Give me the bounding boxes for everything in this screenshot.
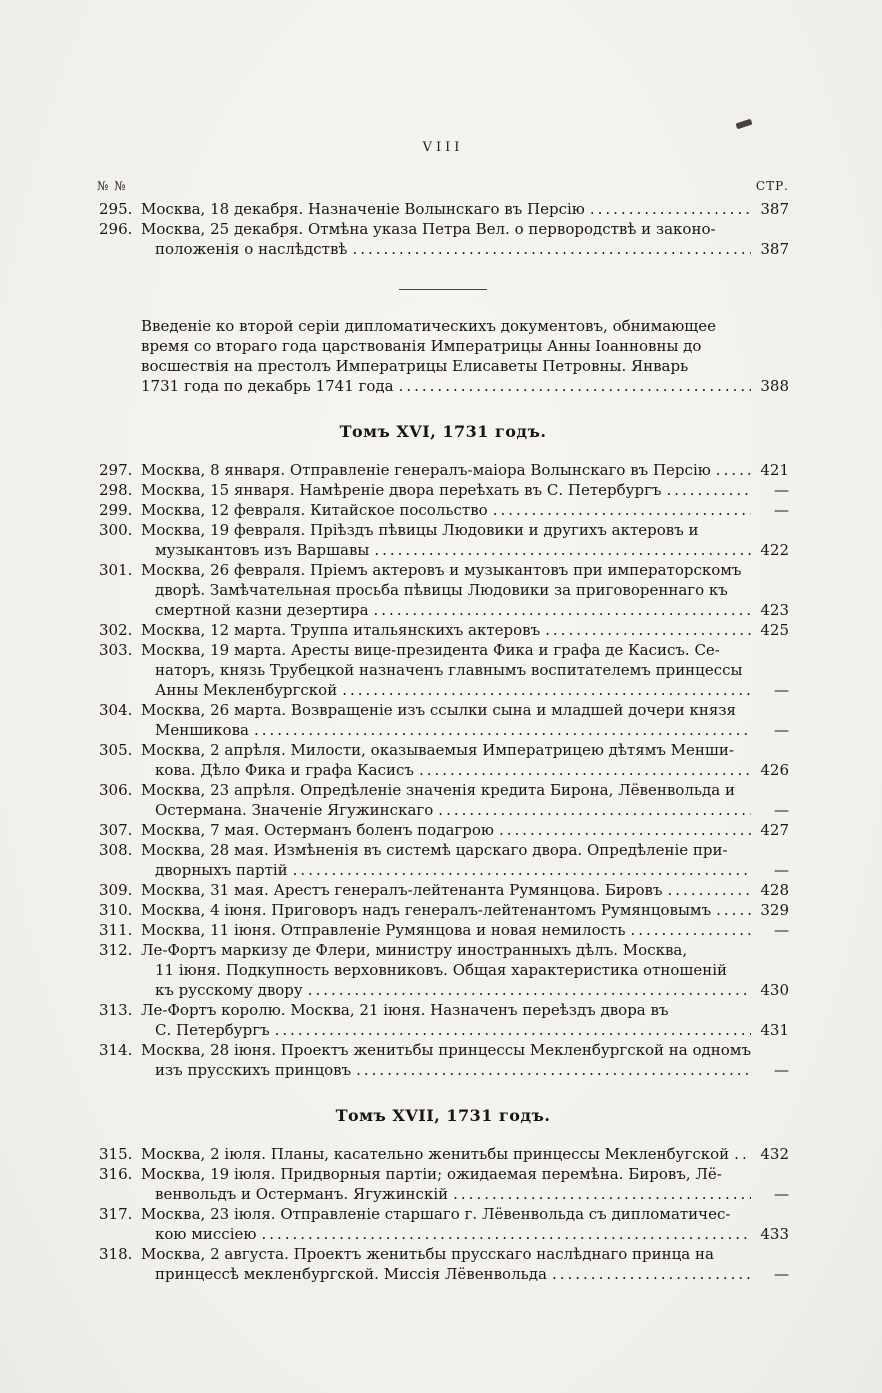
entry-line-row xyxy=(141,199,789,219)
entry-line-row xyxy=(141,480,789,500)
entry-line-text: Москва, 15 января. Намѣреніе двора переѣхать въ С. Петербургъ xyxy=(141,481,662,499)
entry-line-text: Москва, 7 мая. Остерманъ боленъ подагрою xyxy=(141,821,494,839)
entry-number: 304. xyxy=(99,701,133,719)
entry-page-number: 387 xyxy=(760,240,789,258)
dot-leader xyxy=(419,760,751,780)
toc-entry xyxy=(97,940,789,1000)
entry-line-text: смертной казни дезертира xyxy=(155,601,369,619)
entry-line-row xyxy=(141,820,789,840)
toc-entry xyxy=(97,520,789,560)
entry-line-text: Москва, 12 февраля. Китайское посольство xyxy=(141,501,488,519)
toc-entry xyxy=(97,700,789,740)
toc-entry xyxy=(97,1000,789,1040)
entry-line-row xyxy=(141,1000,789,1020)
dot-leader xyxy=(352,239,751,259)
entry-number: 313. xyxy=(99,1001,133,1019)
entry-line-row xyxy=(141,640,789,660)
entry-line-text: венвольдъ и Остерманъ. Ягужинскій xyxy=(155,1185,449,1203)
entry-line-text: Москва, 28 мая. Измѣненія въ системѣ царскаго двора. Опредѣленіе при- xyxy=(141,841,728,859)
entry-number: 314. xyxy=(99,1041,133,1059)
section-heading: Томъ XVI, 1731 годъ. xyxy=(339,422,547,441)
toc-entry xyxy=(97,500,789,520)
entry-line-text: дворѣ. Замѣчательная просьба пѣвицы Людовики за приговореннаго къ xyxy=(155,581,728,599)
dot-leader xyxy=(590,199,751,219)
entry-page-number: — xyxy=(774,861,789,879)
entry-page-number: — xyxy=(774,801,789,819)
entry-line-row xyxy=(141,1264,789,1284)
entry-line-text: Ле-Фортъ маркизу де Флери, министру иностранныхъ дѣлъ. Москва, xyxy=(141,941,688,959)
entry-line-text: Москва, 26 марта. Возвращеніе изъ ссылки сына и младшей дочери князя xyxy=(141,701,737,719)
entry-line-row xyxy=(141,316,789,336)
entry-line-text: Остермана. Значеніе Ягужинскаго xyxy=(155,801,434,819)
entry-number: 317. xyxy=(99,1205,133,1223)
entry-line-row xyxy=(141,1244,789,1264)
toc-entry xyxy=(97,199,789,219)
dot-leader xyxy=(668,880,751,900)
toc-entry xyxy=(97,640,789,700)
entry-line-row xyxy=(141,1040,789,1060)
entry-line-row xyxy=(141,356,789,376)
entry-number: 308. xyxy=(99,841,133,859)
entry-page-number: 426 xyxy=(760,761,789,779)
entry-line-text: изъ прусскихъ принцовъ xyxy=(155,1061,352,1079)
entry-line-text: Москва, 28 іюня. Проектъ женитьбы принцессы Мекленбургской на одномъ xyxy=(141,1041,751,1059)
toc-entry xyxy=(97,820,789,840)
dot-leader xyxy=(261,1224,751,1244)
toc-entry xyxy=(97,1244,789,1284)
entry-line-row xyxy=(141,840,789,860)
dot-leader xyxy=(734,1144,751,1164)
entry-line-text: Введеніе ко второй серіи дипломатическихъ документовъ, обнимающее xyxy=(141,317,717,335)
entry-line-text: дворныхъ партій xyxy=(155,861,288,879)
entry-page-number: 432 xyxy=(760,1145,789,1163)
page-content xyxy=(97,140,789,1284)
entry-page-number: — xyxy=(774,721,789,739)
entry-line-text: Москва, 31 мая. Арестъ генералъ-лейтенанта Румянцова. Бировъ xyxy=(141,881,663,899)
entry-number: 309. xyxy=(99,881,133,899)
entry-line-text: Москва, 12 марта. Труппа итальянскихъ актеровъ xyxy=(141,621,541,639)
toc-entry xyxy=(97,560,789,620)
entry-line-row xyxy=(141,219,789,239)
entry-line-row xyxy=(141,336,789,356)
entry-line-text: музыкантовъ изъ Варшавы xyxy=(155,541,370,559)
entry-page-number: 388 xyxy=(760,377,789,395)
entry-page-number: — xyxy=(774,1185,789,1203)
entry-line-text: С. Петербургъ xyxy=(155,1021,270,1039)
dot-leader xyxy=(293,860,751,880)
toc-entry xyxy=(97,880,789,900)
toc-entry xyxy=(97,219,789,259)
dot-leader xyxy=(308,980,751,1000)
entry-number: 318. xyxy=(99,1245,133,1263)
entry-line-text: Москва, 2 августа. Проектъ женитьбы прусскаго наслѣднаго принца на xyxy=(141,1245,714,1263)
entry-page-number: 427 xyxy=(760,821,789,839)
entry-line-text: восшествія на престолъ Императрицы Елисаветы Петровны. Январь xyxy=(141,357,689,375)
entry-line-text: кова. Дѣло Фика и графа Касисъ xyxy=(155,761,414,779)
dot-leader xyxy=(630,920,751,940)
toc-entry xyxy=(97,740,789,780)
entry-line-row xyxy=(141,560,789,580)
entry-number: 316. xyxy=(99,1165,133,1183)
entry-line-row xyxy=(141,1204,789,1224)
entry-line-row xyxy=(141,980,789,1000)
toc-entry xyxy=(97,900,789,920)
entry-page-number: 422 xyxy=(760,541,789,559)
section-divider xyxy=(399,289,487,290)
folio-number: VIII xyxy=(422,140,464,155)
toc-entry xyxy=(97,840,789,880)
entry-line-row xyxy=(141,500,789,520)
entry-number: 302. xyxy=(99,621,133,639)
dot-leader xyxy=(356,1060,751,1080)
entry-line-text: Москва, 19 марта. Аресты вице-президента Фика и графа де Касисъ. Се- xyxy=(141,641,720,659)
entry-line-row xyxy=(141,740,789,760)
toc-entry xyxy=(97,1144,789,1164)
entry-page-number: 425 xyxy=(760,621,789,639)
toc-entry xyxy=(97,920,789,940)
entry-line-row xyxy=(141,860,789,880)
entry-line-text: Москва, 19 іюля. Придворныя партіи; ожидаемая перемѣна. Бировъ, Лё- xyxy=(141,1165,722,1183)
numbers-column-header: № № xyxy=(97,179,127,193)
dot-leader xyxy=(254,720,751,740)
column-headers xyxy=(97,179,789,193)
dot-leader xyxy=(545,620,751,640)
entry-line-text: кою миссіею xyxy=(155,1225,257,1243)
entry-line-text: Москва, 25 декабря. Отмѣна указа Петра Вел. о первородствѣ и законо- xyxy=(141,220,716,238)
entry-line-text: Москва, 23 іюля. Отправленіе старшаго г. Лёвенвольда съ дипломатичес- xyxy=(141,1205,731,1223)
entry-number: 303. xyxy=(99,641,133,659)
intro-paragraph xyxy=(97,316,789,396)
entry-line-text: время со втораго года царствованія Императрицы Анны Іоанновны до xyxy=(141,337,702,355)
entry-line-text: Москва, 11 іюня. Отправленіе Румянцова и новая немилость xyxy=(141,921,626,939)
entry-line-text: Москва, 26 февраля. Пріемъ актеровъ и музыкантовъ при императорскомъ xyxy=(141,561,742,579)
entry-line-text: Москва, 19 февраля. Пріѣздъ пѣвицы Людовики и другихъ актеровъ и xyxy=(141,521,699,539)
entry-line-text: положенія о наслѣдствѣ xyxy=(155,240,348,258)
toc-entry xyxy=(97,1204,789,1244)
dot-leader xyxy=(499,820,751,840)
entry-line-row xyxy=(141,880,789,900)
entry-line-row xyxy=(141,760,789,780)
entry-number: 298. xyxy=(99,481,133,499)
dot-leader xyxy=(275,1020,751,1040)
entry-line-text: Москва, 2 іюля. Планы, касательно женитьбы принцессы Мекленбугской xyxy=(141,1145,730,1163)
toc-entry xyxy=(97,460,789,480)
entry-page-number: — xyxy=(774,681,789,699)
toc-entry xyxy=(97,480,789,500)
page-column-header: СТР. xyxy=(755,179,789,193)
toc-entry xyxy=(97,780,789,820)
entry-page-number: 423 xyxy=(760,601,789,619)
ink-smudge-artifact xyxy=(735,119,752,130)
dot-leader xyxy=(399,376,751,396)
entry-line-row xyxy=(141,1224,789,1244)
dot-leader xyxy=(438,800,751,820)
entry-number: 311. xyxy=(99,921,133,939)
entry-page-number: — xyxy=(774,921,789,939)
entry-page-number: — xyxy=(774,501,789,519)
entry-line-row xyxy=(141,940,789,960)
entry-number: 300. xyxy=(99,521,133,539)
entry-number: 306. xyxy=(99,781,133,799)
entry-number: 299. xyxy=(99,501,133,519)
dot-leader xyxy=(374,600,751,620)
toc-entry xyxy=(97,1040,789,1080)
entry-line-text: Москва, 18 декабря. Назначеніе Волынскаго въ Персію xyxy=(141,200,585,218)
dot-leader xyxy=(493,500,751,520)
entry-line-text: Москва, 8 января. Отправленіе генералъ-маіора Волынскаго въ Персію xyxy=(141,461,711,479)
entry-line-row xyxy=(141,1184,789,1204)
entry-line-row xyxy=(141,460,789,480)
dot-leader xyxy=(666,480,751,500)
dot-leader xyxy=(342,680,751,700)
entry-line-row xyxy=(141,600,789,620)
entry-line-row xyxy=(141,960,789,980)
entry-page-number: 433 xyxy=(760,1225,789,1243)
dot-leader xyxy=(552,1264,751,1284)
entry-line-row xyxy=(141,1164,789,1184)
entry-line-text: Москва, 23 апрѣля. Опредѣленіе значенія кредита Бирона, Лёвенвольда и xyxy=(141,781,735,799)
entry-page-number: 387 xyxy=(760,200,789,218)
entry-line-text: Ле-Фортъ королю. Москва, 21 іюня. Назначенъ переѣздъ двора въ xyxy=(141,1001,669,1019)
entry-line-text: къ русскому двору xyxy=(155,981,303,999)
entry-line-row xyxy=(141,620,789,640)
entry-line-row xyxy=(141,376,789,396)
entry-number: 312. xyxy=(99,941,133,959)
entry-number: 310. xyxy=(99,901,133,919)
entry-line-row xyxy=(141,780,789,800)
entry-line-row xyxy=(141,660,789,680)
entry-line-row xyxy=(141,1060,789,1080)
dot-leader xyxy=(374,540,751,560)
entry-page-number: 428 xyxy=(760,881,789,899)
toc-entry xyxy=(97,620,789,640)
entry-line-row xyxy=(141,700,789,720)
entry-line-row xyxy=(141,540,789,560)
entry-page-number: — xyxy=(774,1061,789,1079)
entry-line-text: принцессѣ мекленбургской. Миссія Лёвенвольда xyxy=(155,1265,547,1283)
entry-line-row xyxy=(141,720,789,740)
dot-leader xyxy=(716,900,751,920)
entry-line-row xyxy=(141,680,789,700)
entry-line-text: Москва, 4 іюня. Приговоръ надъ генералъ-лейтенантомъ Румянцовымъ xyxy=(141,901,712,919)
entry-number: 296. xyxy=(99,220,133,238)
entry-line-row xyxy=(141,520,789,540)
entry-line-row xyxy=(141,900,789,920)
entry-line-row xyxy=(141,1020,789,1040)
toc-entry xyxy=(97,1164,789,1204)
entry-line-text: Анны Мекленбургской xyxy=(155,681,338,699)
entry-number: 305. xyxy=(99,741,133,759)
entry-number: 297. xyxy=(99,461,133,479)
entry-number: 295. xyxy=(99,200,133,218)
entry-line-row xyxy=(141,239,789,259)
entry-line-row xyxy=(141,920,789,940)
entry-page-number: — xyxy=(774,481,789,499)
entry-page-number: 430 xyxy=(760,981,789,999)
entry-page-number: 421 xyxy=(760,461,789,479)
entry-page-number: 329 xyxy=(760,901,789,919)
toc-list xyxy=(97,199,789,1284)
entry-line-row xyxy=(141,580,789,600)
entry-line-row xyxy=(141,800,789,820)
entry-number: 301. xyxy=(99,561,133,579)
entry-page-number: 431 xyxy=(760,1021,789,1039)
entry-line-text: Москва, 2 апрѣля. Милости, оказываемыя Императрицею дѣтямъ Менши- xyxy=(141,741,734,759)
dot-leader xyxy=(453,1184,751,1204)
dot-leader xyxy=(716,460,751,480)
entry-line-text: 11 іюня. Подкупность верховниковъ. Общая характеристика отношеній xyxy=(155,961,727,979)
entry-number: 307. xyxy=(99,821,133,839)
entry-line-row xyxy=(141,1144,789,1164)
entry-line-text: 1731 года по декабрь 1741 года xyxy=(141,377,394,395)
section-heading: Томъ XVII, 1731 годъ. xyxy=(335,1106,551,1125)
entry-line-text: Меншикова xyxy=(155,721,249,739)
entry-number: 315. xyxy=(99,1145,133,1163)
entry-page-number: — xyxy=(774,1265,789,1283)
entry-line-text: наторъ, князь Трубецкой назначенъ главнымъ воспитателемъ принцессы xyxy=(155,661,743,679)
